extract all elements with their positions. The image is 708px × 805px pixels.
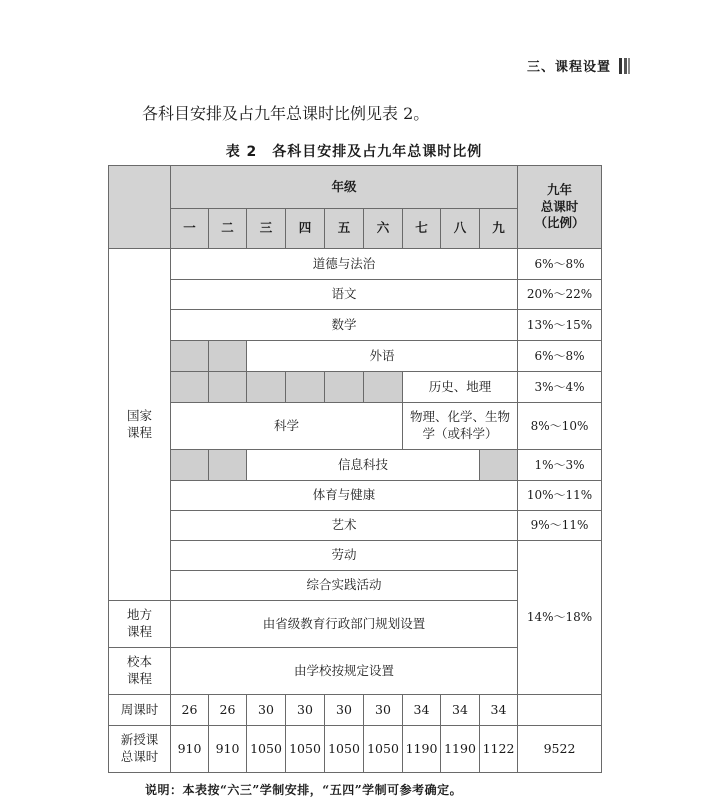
subject-chinese: 语文 — [171, 280, 518, 310]
empty-shaded-cell — [171, 450, 209, 481]
ratio-chinese: 20%～22% — [518, 280, 602, 310]
intro-text: 各科目安排及占九年总课时比例见表 2。 — [142, 104, 430, 123]
subject-it: 信息科技 — [247, 450, 480, 481]
empty-shaded-cell — [209, 341, 247, 372]
grade-cell: 一 — [171, 209, 209, 249]
grade-cell: 八 — [441, 209, 480, 249]
subject-practice: 综合实践活动 — [171, 571, 518, 601]
ratio-foreign: 6%～8% — [518, 341, 602, 372]
grade-cell: 四 — [286, 209, 325, 249]
new-hours-label-line2: 总课时 — [120, 749, 159, 764]
ratio-moral: 6%～8% — [518, 249, 602, 280]
new-hours: 1050 — [286, 726, 325, 773]
subject-labor: 劳动 — [171, 541, 518, 571]
subject-science-upper-line1: 物理、化学、生物 — [409, 409, 510, 425]
empty-shaded-cell — [209, 372, 247, 403]
table-title: 表 2 各科目安排及占九年总课时比例 — [225, 144, 483, 160]
page-header — [527, 56, 630, 75]
subject-science-upper — [403, 403, 518, 450]
new-hours: 1050 — [364, 726, 403, 773]
subject-math: 数学 — [171, 310, 518, 341]
empty-shaded-cell — [171, 341, 209, 372]
weekly-hours: 30 — [325, 695, 364, 726]
weekly-label: 周课时 — [109, 695, 171, 726]
grade-header: 年级 — [171, 166, 518, 209]
section-marker-icon — [619, 58, 630, 74]
new-hours: 1190 — [441, 726, 480, 773]
empty-shaded-cell — [364, 372, 403, 403]
grade-cell: 五 — [325, 209, 364, 249]
weekly-hours: 30 — [247, 695, 286, 726]
weekly-hours: 30 — [364, 695, 403, 726]
subject-school: 由学校按规定设置 — [171, 648, 518, 695]
subject-foreign: 外语 — [247, 341, 518, 372]
new-hours: 1050 — [325, 726, 364, 773]
subject-pe: 体育与健康 — [171, 481, 518, 511]
subject-arts: 艺术 — [171, 511, 518, 541]
total-header — [518, 166, 602, 249]
grade-cell: 二 — [209, 209, 247, 249]
empty-shaded-cell — [286, 372, 325, 403]
group-local-line2: 课程 — [126, 624, 152, 639]
group-national — [109, 249, 171, 601]
group-national-line1: 国家 — [126, 407, 152, 423]
new-hours: 1190 — [403, 726, 441, 773]
subject-moral: 道德与法治 — [171, 249, 518, 280]
ratio-arts: 9%～11% — [518, 511, 602, 541]
new-hours: 1050 — [247, 726, 286, 773]
ratio-history-geo: 3%～4% — [518, 372, 602, 403]
group-school — [109, 648, 171, 695]
total-header-line1: 九年 — [546, 181, 572, 197]
weekly-total-empty — [518, 695, 602, 726]
new-hours-label — [109, 726, 171, 773]
weekly-hours: 30 — [286, 695, 325, 726]
empty-shaded-cell — [171, 372, 209, 403]
grade-cell: 三 — [247, 209, 286, 249]
empty-shaded-cell — [209, 450, 247, 481]
table-note: 说明：本表按“六三”学制安排，“五四”学制可参考确定。 — [145, 783, 463, 797]
group-school-line1: 校本 — [126, 654, 152, 670]
weekly-hours: 34 — [480, 695, 518, 726]
new-hours-label-line1: 新授课 — [120, 732, 159, 748]
subject-local: 由省级教育行政部门规划设置 — [171, 601, 518, 648]
subject-science: 科学 — [171, 403, 403, 450]
curriculum-table — [108, 165, 602, 773]
new-hours: 910 — [171, 726, 209, 773]
empty-shaded-cell — [325, 372, 364, 403]
weekly-hours: 34 — [403, 695, 441, 726]
weekly-hours: 34 — [441, 695, 480, 726]
total-header-line2: 总课时 — [540, 198, 579, 214]
new-hours: 910 — [209, 726, 247, 773]
total-header-line3: （比例） — [534, 215, 585, 231]
grade-cell: 九 — [480, 209, 518, 249]
empty-shaded-cell — [247, 372, 286, 403]
new-hours-total: 9522 — [518, 726, 602, 773]
section-title: 三、课程设置 — [526, 60, 611, 75]
subject-science-upper-line2: 学（或科学） — [422, 426, 498, 441]
corner-cell — [109, 166, 171, 249]
ratio-math: 13%～15% — [518, 310, 602, 341]
new-hours: 1122 — [480, 726, 518, 773]
ratio-pe: 10%～11% — [518, 481, 602, 511]
grade-cell: 七 — [403, 209, 441, 249]
group-local — [109, 601, 171, 648]
weekly-hours: 26 — [209, 695, 247, 726]
group-school-line2: 课程 — [126, 671, 152, 686]
group-national-line2: 课程 — [126, 424, 152, 440]
group-local-line1: 地方 — [126, 607, 152, 623]
weekly-hours: 26 — [171, 695, 209, 726]
empty-shaded-cell — [480, 450, 518, 481]
ratio-science: 8%～10% — [518, 403, 602, 450]
subject-history-geo: 历史、地理 — [403, 372, 518, 403]
ratio-it: 1%～3% — [518, 450, 602, 481]
grade-cell: 六 — [364, 209, 403, 249]
ratio-combined: 14%～18% — [518, 541, 602, 695]
